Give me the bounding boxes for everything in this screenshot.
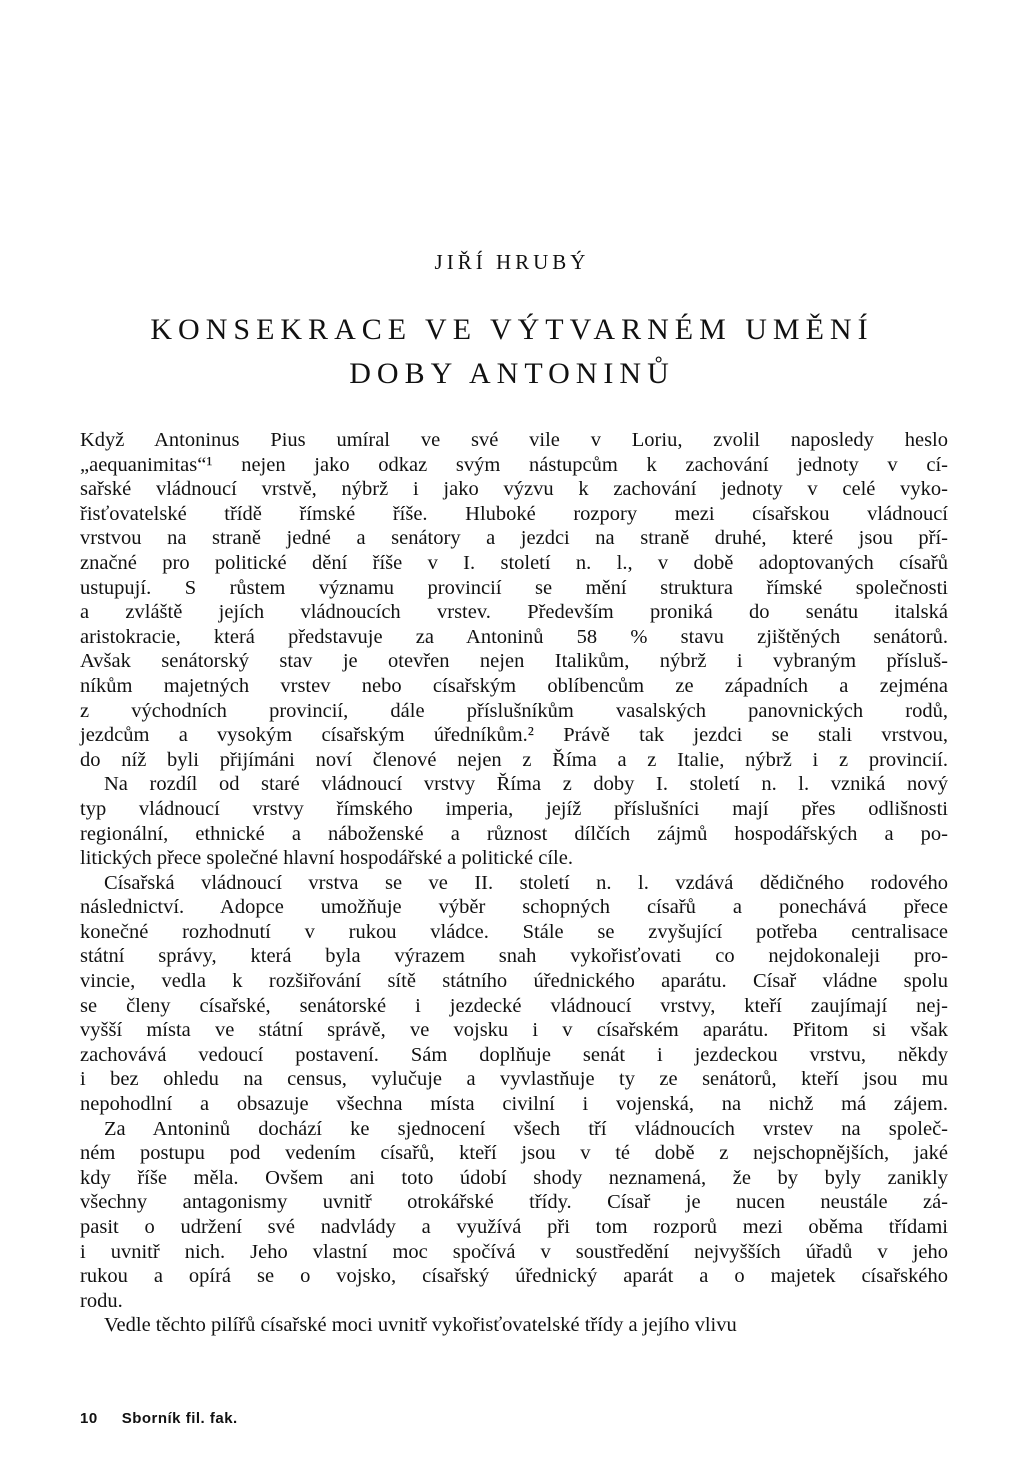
body-line: vincie, vedla k rozšiřování sítě státního úřednického aparátu. Císař vládne spolu [80, 970, 948, 993]
body-line: následnictví. Adopce umožňuje výběr schopných císařů a ponechává přece [80, 896, 948, 919]
body-line: Na rozdíl od staré vládnoucí vrstvy Říma z doby I. století n. l. vzniká nový [104, 773, 948, 796]
body-line: Když Antoninus Pius umíral ve své vile v Loriu, zvolil naposledy heslo [80, 429, 948, 451]
body-line: Císařská vládnoucí vrstva se ve II. století n. l. vzdává dědičného rodového [104, 871, 948, 894]
journal-label: Sborník fil. fak. [121, 1410, 238, 1427]
body-line: do níž byli přijímáni noví členové nejen z Říma a z Italie, nýbrž i z provincií. [80, 748, 948, 771]
body-line: zachovává vedoucí postavení. Sám doplňuje senát i jezdeckou vrstvu, někdy [80, 1043, 948, 1066]
title-line-2: DOBY ANTONINŮ [349, 357, 675, 390]
body-line: ustupují. S růstem významu provincií se mění struktura římské společnosti [80, 576, 948, 599]
body-line: kdy říše měla. Ovšem ani toto údobí shody neznamená, že by byly zanikly [80, 1166, 948, 1189]
body-line: vyšší místa ve státní správě, ve vojsku i v císařském aparátu. Přitom si však [80, 1019, 948, 1042]
article-body [80, 428, 948, 1338]
page-footer [80, 1410, 238, 1427]
body-line: konečné rozhodnutí v rukou vládce. Stále se zvyšující potřeba centralisace [80, 920, 948, 943]
body-line: pasit o udržení své nadvlády a využívá při tom rozporů mezi oběma třídami [80, 1216, 948, 1238]
body-line: státní správy, která byla výrazem snah vykořisťovati co nejdokonaleji pro- [80, 945, 948, 968]
body-line: vrstvou na straně jedné a senátory a jezdci na straně druhé, které jsou pří- [80, 527, 948, 550]
body-line: Za Antoninů dochází ke sjednocení všech tří vládnoucích vrstev na společ- [104, 1117, 948, 1140]
title-line-1: KONSEKRACE VE VÝTVARNÉM UMĚNÍ [150, 313, 874, 346]
body-line: řisťovatelské třídě římské říše. Hluboké rozpory mezi císařskou vládnoucí [80, 502, 948, 525]
body-line: nepohodlní a obsazuje všechna místa civilní i vojenská, na nichž má zájem. [80, 1093, 948, 1116]
body-line: a zvláště jejích vládnoucích vrstev. Především proniká do senátu italská [80, 601, 948, 624]
signature-number: 10 [80, 1410, 98, 1427]
body-line: níkům majetných vrstev nebo císařským oblíbencům ze západních a zejména [80, 674, 948, 697]
body-line: ném postupu pod vedením císařů, kteří jsou v té době z nejschopnějších, jaké [80, 1142, 948, 1165]
body-line: sařské vládnoucí vrstvě, nýbrž i jako výzvu k zachování jednoty v celé vyko- [80, 478, 948, 501]
body-line: jezdcům a vysokým císařským úředníkům.² Právě tak jezdci se stali vrstvou, [80, 724, 948, 747]
body-line: Vedle těchto pilířů císařské moci uvnitř vykořisťovatelské třídy a jejího vlivu [104, 1314, 737, 1337]
body-line: „aequanimitas“¹ nejen jako odkaz svým nástupcům k zachování jednoty v cí- [80, 453, 948, 476]
body-line: Avšak senátorský stav je otevřen nejen Italikům, nýbrž i vybraným přísluš- [80, 650, 948, 673]
author-name: JIŘÍ HRUBÝ [434, 250, 590, 274]
body-line: všechny antagonismy uvnitř otrokářské třídy. Císař je nucen neustále zá- [80, 1191, 948, 1214]
body-line: se členy císařské, senátorské i jezdecké vládnoucí vrstvy, kteří zaujímají nej- [80, 994, 948, 1017]
body-line: litických přece společné hlavní hospodářské a politické cíle. [80, 847, 573, 870]
body-line: typ vládnoucí vrstvy římského imperia, jejíž příslušníci mají přes odlišnosti [80, 797, 948, 820]
body-line: z východních provincií, dále příslušníkům vasalských panovnických rodů, [80, 699, 948, 722]
body-line: i uvnitř nich. Jeho vlastní moc spočívá v soustředění nejvyšších úřadů v jeho [80, 1240, 948, 1263]
body-line: značné pro politické dění říše v I. století n. l., v době adoptovaných císařů [80, 551, 948, 574]
body-line: rodu. [80, 1289, 123, 1312]
body-line: aristokracie, která představuje za Antoninů 58 % stavu zjištěných senátorů. [80, 625, 948, 648]
body-line: regionální, ethnické a náboženské a různost dílčích zájmů hospodářských a po- [80, 822, 948, 845]
body-line: i bez ohledu na census, vylučuje a vyvlastňuje ty ze senátorů, kteří jsou mu [80, 1068, 948, 1091]
body-line: rukou a opírá se o vojsko, císařský úřednický aparát a o majetek císařského [80, 1265, 948, 1288]
